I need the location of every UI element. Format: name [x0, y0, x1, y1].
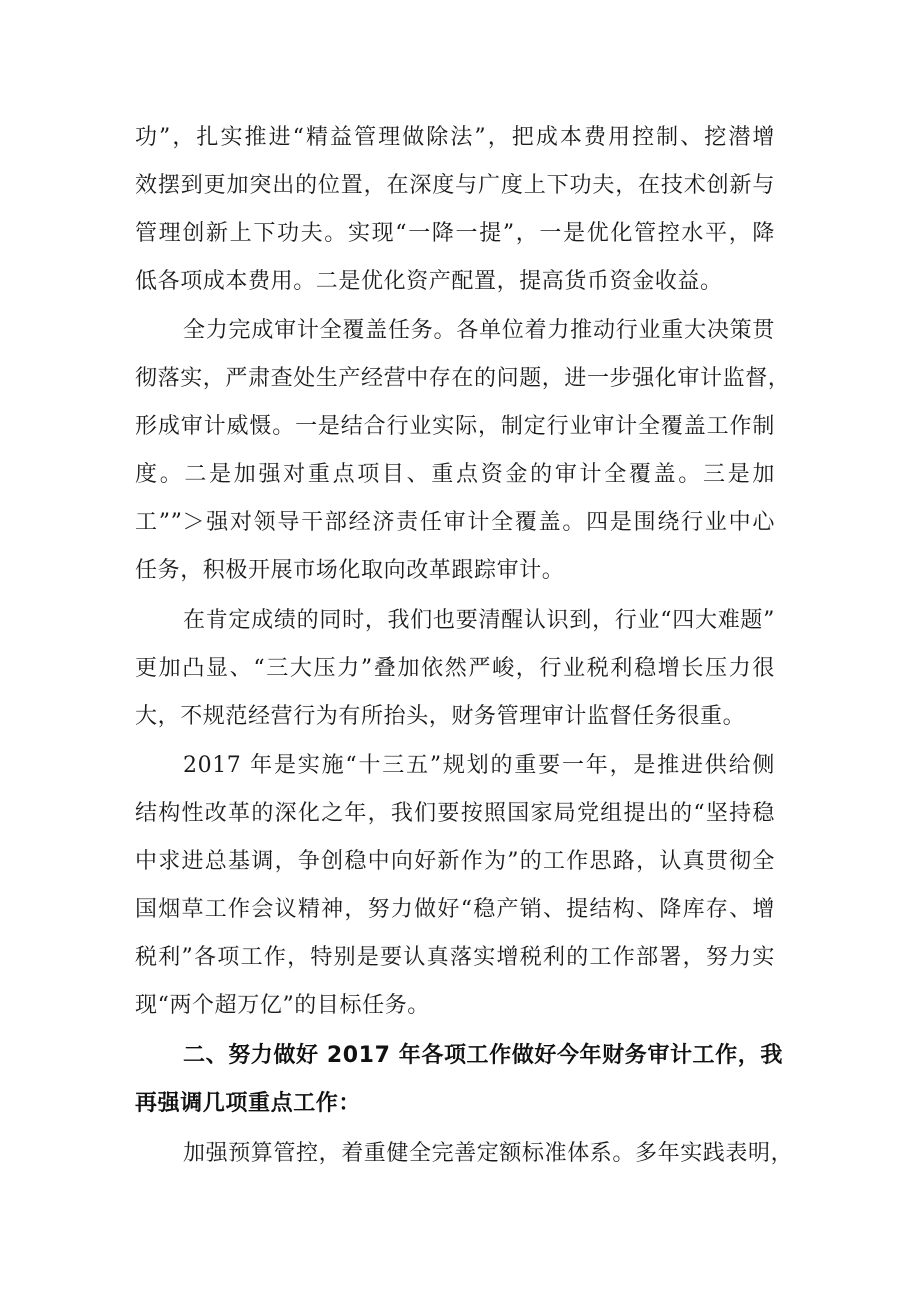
text-line: 现“两个超万亿”的目标任务。	[135, 993, 430, 1018]
text-line: 在肯定成绩的同时，我们也要清醒认识到，行业“四大难题”	[183, 608, 775, 633]
text-line: 国烟草工作会议精神，努力做好“稳产销、提结构、降库存、增	[135, 897, 775, 922]
text-line: 加强预算管控，着重健全完善定额标准体系。多年实践表明，	[183, 1141, 794, 1166]
text-line: 彻落实，严肃查处生产经营中存在的问题，进一步强化审计监督，	[135, 366, 791, 391]
text-line: 更加凸显、“三大压力”叠加依然严峻，行业税利稳增长压力很	[135, 656, 775, 681]
text-line: 2017 年是实施“十三五”规划的重要一年，是推进供给侧	[183, 753, 775, 778]
text-line: 税利”各项工作，特别是要认真落实增税利的工作部署，努力实	[135, 945, 775, 970]
text-line: 低各项成本费用。二是优化资产配置，提高货币资金收益。	[135, 269, 723, 294]
text-line: 形成审计威慑。一是结合行业实际，制定行业审计全覆盖工作制	[135, 414, 775, 439]
text-line: 工””＞强对领导干部经济责任审计全覆盖。四是围绕行业中心	[135, 510, 775, 535]
heading-line: 再强调几项重点工作：	[135, 1091, 362, 1116]
text-line: 度。二是加强对重点项目、重点资金的审计全覆盖。三是加	[135, 462, 775, 487]
text-line: 管理创新上下功夫。实现“一降一提”，一是优化管控水平，降	[135, 221, 775, 246]
text-line: 全力完成审计全覆盖任务。各单位着力推动行业重大决策贯	[183, 318, 775, 343]
heading-line: 二、努力做好 2017 年各项工作做好今年财务审计工作，我	[183, 1043, 783, 1068]
text-line: 中求进总基调，争创稳中向好新作为”的工作思路，认真贯彻全	[135, 849, 775, 874]
text-line: 功”，扎实推进“精益管理做除法”，把成本费用控制、挖潜增	[135, 125, 775, 150]
text-line: 效摆到更加突出的位置，在深度与广度上下功夫，在技术创新与	[135, 173, 775, 198]
text-line: 结构性改革的深化之年，我们要按照国家局党组提出的“坚持稳	[135, 801, 775, 826]
text-line: 任务，积极开展市场化取向改革跟踪审计。	[135, 558, 565, 583]
text-line: 大，不规范经营行为有所抬头，财务管理审计监督任务很重。	[135, 704, 746, 729]
